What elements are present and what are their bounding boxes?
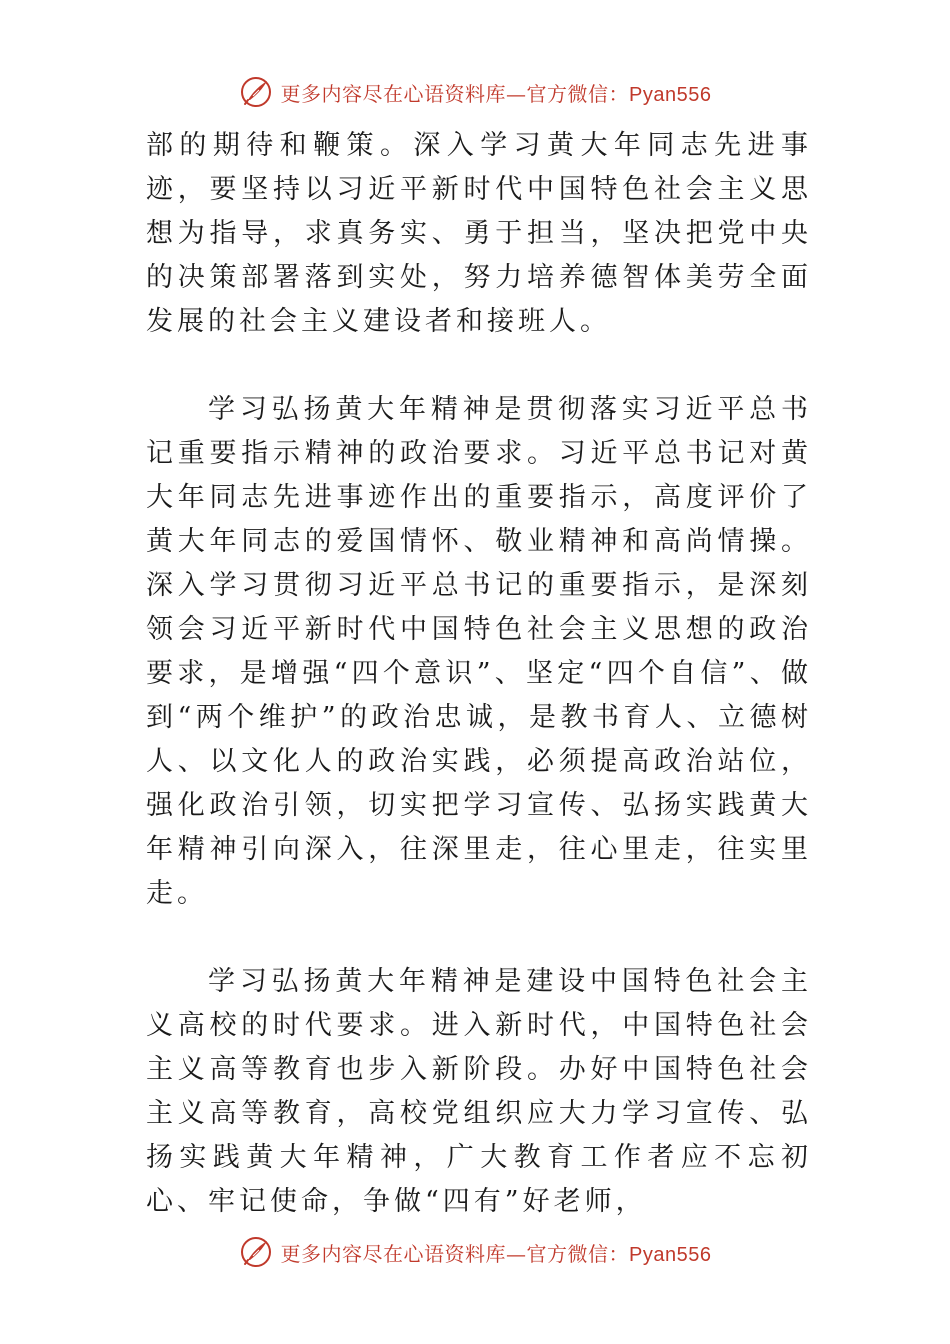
footer-banner-text [281, 1238, 712, 1267]
pen-feather-logo-icon [239, 75, 273, 109]
header-banner-dash: — [506, 81, 527, 106]
paragraph-continuation: 部的期待和鞭策。深入学习黄大年同志先进事迹，要坚持以习近平新时代中国特色社会主义思想为指导，求真务实、勇于担当，坚决把党中央的决策部署落到实处，努力培养德智体美劳全面发展的社会主义建设者和接班人。 [146, 130, 812, 337]
paragraph-era-requirement: 学习弘扬黄大年精神是建设中国特色社会主义高校的时代要求。进入新时代，中国特色社会主义高等教育也步入新阶段。办好中国特色社会主义高等教育，高校党组织应大力学习宣传、弘扬实践黄大年精神，广大教育工作者应不忘初心、牢记使命，争做“四有”好老师， [146, 966, 812, 1217]
footer-banner-dash: — [506, 1241, 527, 1266]
header-banner-wechat-label: 官方微信： [526, 81, 630, 106]
pen-feather-logo-icon [239, 1235, 273, 1269]
paragraph-political-requirement: 学习弘扬黄大年精神是贯彻落实习近平总书记重要指示精神的政治要求。习近平总书记对黄大年同志先进事迹作出的重要指示，高度评价了黄大年同志的爱国情怀、敬业精神和高尚情操。深入学习贯彻习近平总书记的重要指示，是深刻领会习近平新时代中国特色社会主义思想的政治要求，是增强“四个意识”、坚定“四个自信”、做到“两个维护”的政治忠诚，是教书育人、立德树人、以文化人的政治实践，必须提高政治站位，强化政治引领，切实把学习宣传、弘扬实践黄大年精神引向深入，往深里走，往心里走，往实里走。 [146, 394, 812, 909]
footer-banner [0, 1232, 950, 1272]
footer-banner-title: 更多内容尽在心语资料库 [280, 1241, 507, 1266]
document-body [146, 124, 812, 1268]
header-banner-wechat-id: Pyan556 [629, 83, 712, 106]
header-banner-text [281, 78, 712, 107]
header-banner-title: 更多内容尽在心语资料库 [280, 81, 507, 106]
footer-banner-wechat-id: Pyan556 [629, 1243, 712, 1266]
header-banner [0, 72, 950, 112]
footer-banner-wechat-label: 官方微信： [526, 1241, 630, 1266]
